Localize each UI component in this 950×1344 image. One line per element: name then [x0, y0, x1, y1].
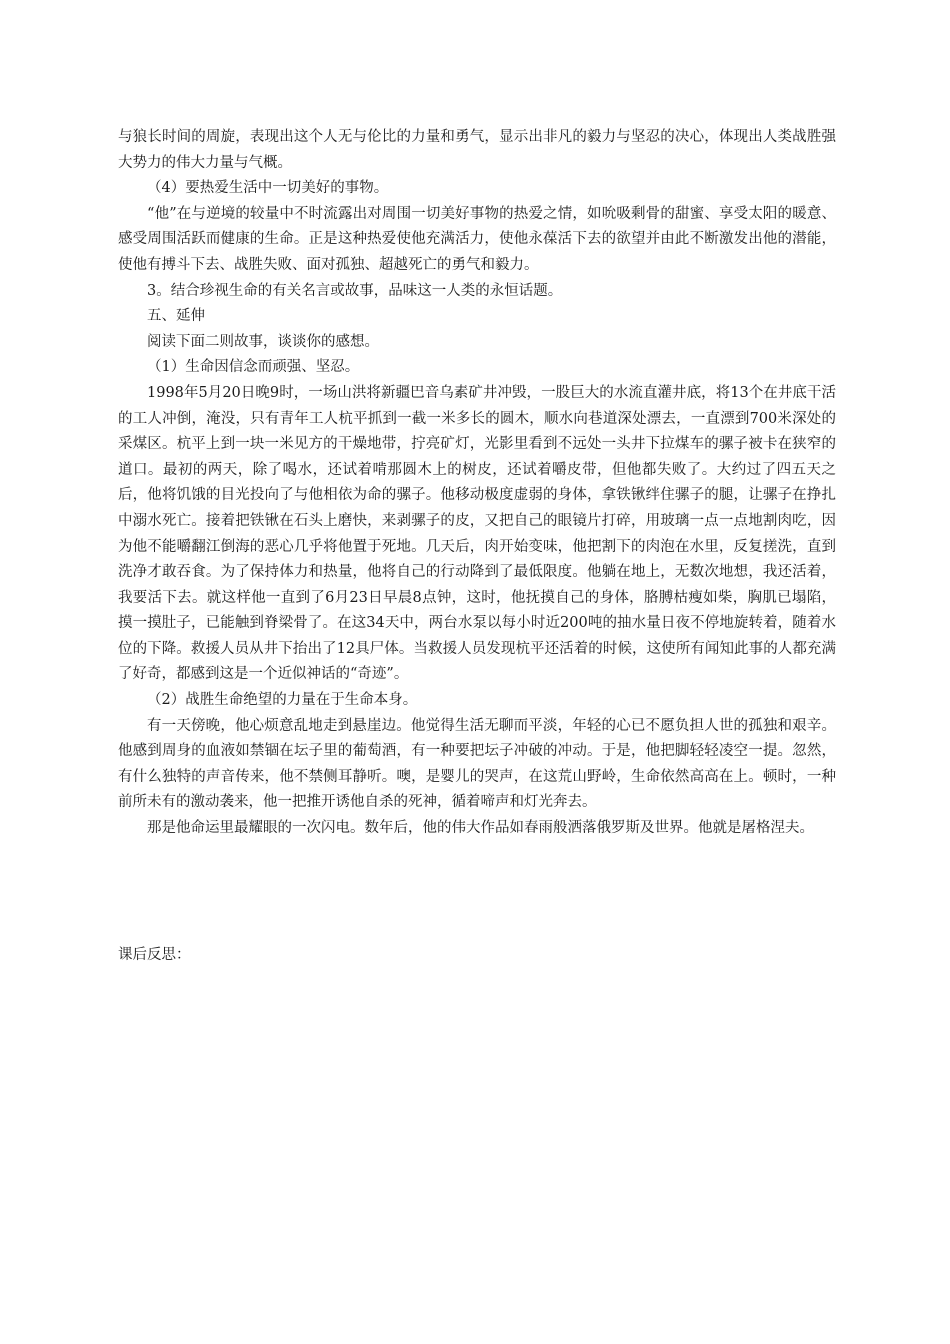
story-2-conclusion: 那是他命运里最耀眼的一次闪电。数年后，他的伟大作品如春雨般洒落俄罗斯及世界。他就是屠格涅夫。	[147, 820, 814, 837]
paragraph-love-life-body: “他”在与逆境的较量中不时流露出对周围一切美好事物的热爱之情，如吮吸剩骨的甜蜜、享受太阳的暖意、感受周围活跃而健康的生命。正是这种热爱使他充满活力，使他永葆活下去的欲望并由此不断激发出他的潜能，使他有搏斗下去、战胜失败、面对孤独、超越死亡的勇气和毅力。	[118, 205, 836, 273]
paragraph-wolf-struggle: 与狼长时间的周旋，表现出这个人无与伦比的力量和勇气，显示出非凡的毅力与坚忍的决心，体现出人类战胜强大势力的伟大力量与气概。	[118, 129, 836, 171]
document-body	[118, 125, 836, 842]
story-2-heading: （2）战胜生命绝望的力量在于生命本身。	[147, 692, 418, 709]
after-class-reflection-label: 课后反思：	[118, 947, 191, 963]
story-2-body: 有一天傍晚，他心烦意乱地走到悬崖边。他觉得生活无聊而平淡，年轻的心已不愿负担人世的孤独和艰辛。他感到周身的血液如禁锢在坛子里的葡萄酒，有一种要把坛子冲破的冲动。于是，他把脚轻轻凌空一提。忽然，有什么独特的声音传来，他不禁侧耳静听。噢，是婴儿的哭声，在这荒山野岭，生命依然高高在上。顿时，一种前所未有的激动袭来，他一把推开诱他自杀的死神，循着啼声和灯光奔去。	[118, 717, 836, 811]
story-1-body: 1998年5月20日晚9时，一场山洪将新疆巴音乌素矿井冲毁，一股巨大的水流直灌井底，将13个在井底干活的工人冲倒，淹没，只有青年工人杭平抓到一截一米多长的圆木，顺水向巷道深处漂去，一直漂到700米深处的采煤区。杭平上到一块一米见方的干燥地带，拧亮矿灯，光影里看到不远处一头井下拉煤车的骡子被卡在狭窄的道口。最初的两天，除了喝水，还试着啃那圆木上的树皮，还试着嚼皮带，但他都失败了。大约过了四五天之后，他将饥饿的目光投向了与他相依为命的骡子。他移动极度虚弱的身体，拿铁锹绊住骡子的腿，让骡子在挣扎中溺水死亡。接着把铁锹在石头上磨快，来剥骡子的皮，又把自己的眼镜片打碎，用玻璃一点一点地割肉吃，因为他不能嚼翻江倒海的恶心几乎将他置于死地。几天后，肉开始变味，他把割下的肉泡在水里，反复搓洗，直到洗净才敢吞食。为了保持体力和热量，他将自己的行动降到了最低限度。他躺在地上，无数次地想，我还活着，我要活下去。就这样他一直到了6月23日早晨8点钟，这时，他抚摸自己的身体，胳膊枯瘦如柴，胸肌已塌陷，摸一摸肚子，已能触到脊梁骨了。在这34天中，两台水泵以每小时近200吨的抽水量日夜不停地旋转着，随着水位的下降。救援人员从井下抬出了12具尸体。当救援人员发现杭平还活着的时候，这使所有闻知此事的人都充满了好奇，都感到这是一个近似神话的“奇迹”。	[118, 384, 836, 683]
paragraph-reading-prompt: 阅读下面二则故事，谈谈你的感想。	[147, 333, 379, 350]
section-heading-extension: 五、延伸	[147, 308, 205, 325]
paragraph-love-life-heading: （4）要热爱生活中一切美好的事物。	[147, 180, 389, 197]
story-1-heading: （1）生命因信念而顽强、坚忍。	[147, 359, 360, 376]
paragraph-task-3: 3。结合珍视生命的有关名言或故事，品味这一人类的永恒话题。	[147, 282, 563, 299]
